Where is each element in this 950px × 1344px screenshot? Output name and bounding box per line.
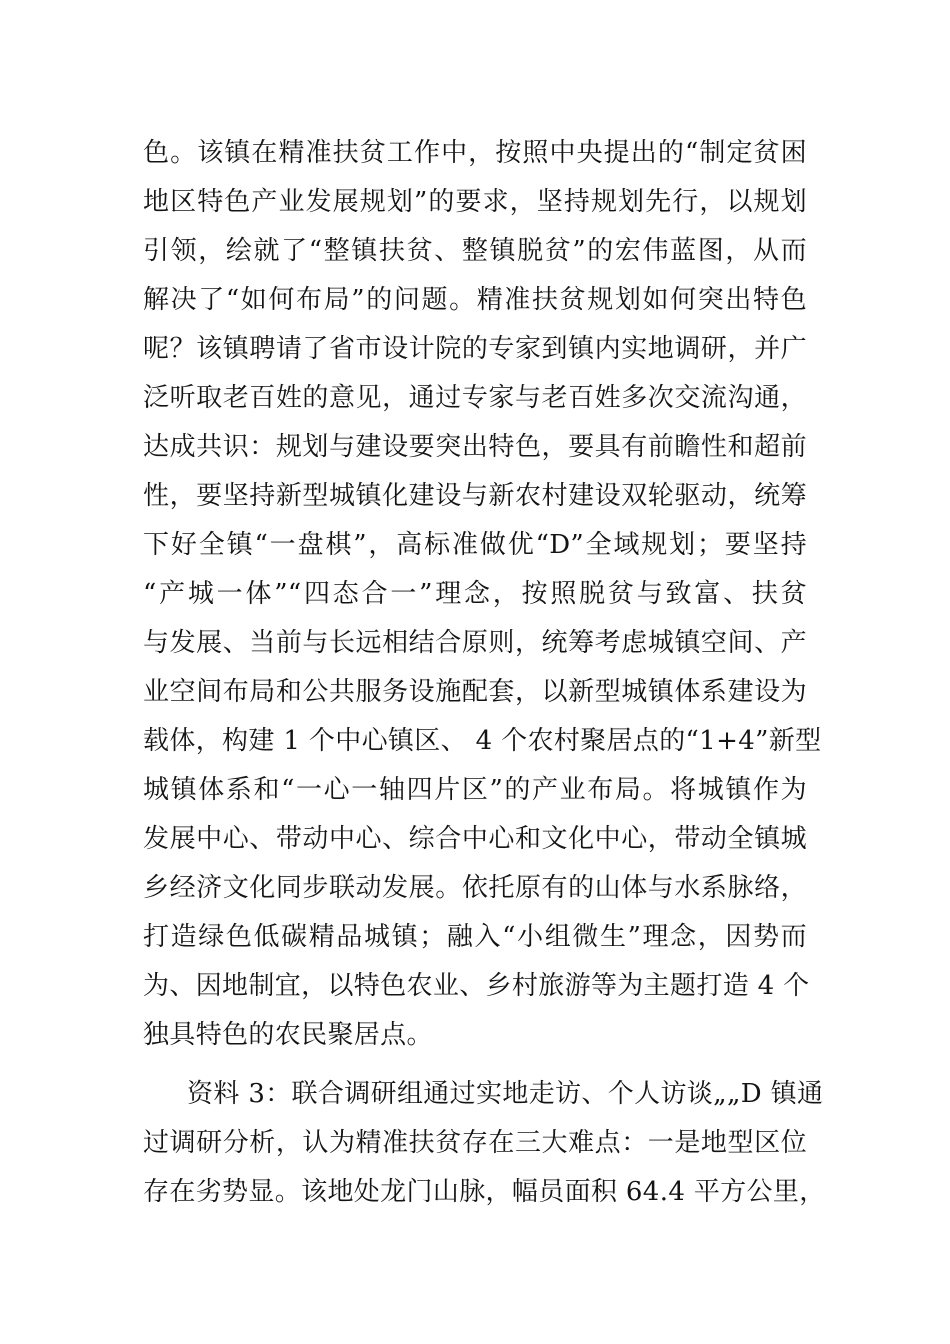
paragraph-line: 为、因地制宜，以特色农业、乡村旅游等为主题打造 4 个 xyxy=(143,971,810,1001)
paragraph-line: 地区特色产业发展规划”的要求，坚持规划先行，以规划 xyxy=(143,187,807,217)
paragraph-line: 城镇体系和“一心一轴四片区”的产业布局。将城镇作为 xyxy=(143,775,807,805)
paragraph-line: 引领，绘就了“整镇扶贫、整镇脱贫”的宏伟蓝图，从而 xyxy=(143,236,807,266)
paragraph-line-last: 独具特色的农民聚居点。 xyxy=(143,1020,433,1050)
paragraph-line: 解决了“如何布局”的问题。精准扶贫规划如何突出特色 xyxy=(143,285,807,315)
paragraph-line: 乡经济文化同步联动发展。依托原有的山体与水系脉络， xyxy=(143,873,807,903)
paragraph-line: “产城一体”“四态合一”理念，按照脱贫与致富、扶贫 xyxy=(143,579,807,609)
paragraph-line: 性，要坚持新型城镇化建设与新农村建设双轮驱动，统筹 xyxy=(143,481,807,511)
paragraph-line: 呢？该镇聘请了省市设计院的专家到镇内实地调研，并广 xyxy=(143,334,807,364)
paragraph-line: 存在劣势显。该地处龙门山脉，幅员面积 64.4 平方公里， xyxy=(143,1177,826,1207)
paragraph-line: 色。该镇在精准扶贫工作中，按照中央提出的“制定贫困 xyxy=(143,138,807,168)
paragraph-line: 下好全镇“一盘棋”，高标准做优“D”全域规划；要坚持 xyxy=(143,530,807,560)
paragraph-line: 泛听取老百姓的意见，通过专家与老百姓多次交流沟通， xyxy=(143,383,807,413)
paragraph-line: 业空间布局和公共服务设施配套，以新型城镇体系建设为 xyxy=(143,677,807,707)
paragraph-line: 发展中心、带动中心、综合中心和文化中心，带动全镇城 xyxy=(143,824,807,854)
paragraph-line: 过调研分析，认为精准扶贫存在三大难点：一是地型区位 xyxy=(143,1128,807,1158)
paragraph-line: 打造绿色低碳精品城镇；融入“小组微生”理念，因势而 xyxy=(143,922,807,952)
paragraph-line: 达成共识：规划与建设要突出特色，要具有前瞻性和超前 xyxy=(143,432,807,462)
paragraph-line: 与发展、当前与长远相结合原则，统筹考虑城镇空间、产 xyxy=(143,628,807,658)
paragraph-line: 载体，构建 1 个中心镇区、 4 个农村聚居点的“1+4”新型 xyxy=(143,726,822,756)
paragraph-first-line: 资料 3：联合调研组通过实地走访、个人访谈„„D 镇通 xyxy=(187,1079,824,1109)
